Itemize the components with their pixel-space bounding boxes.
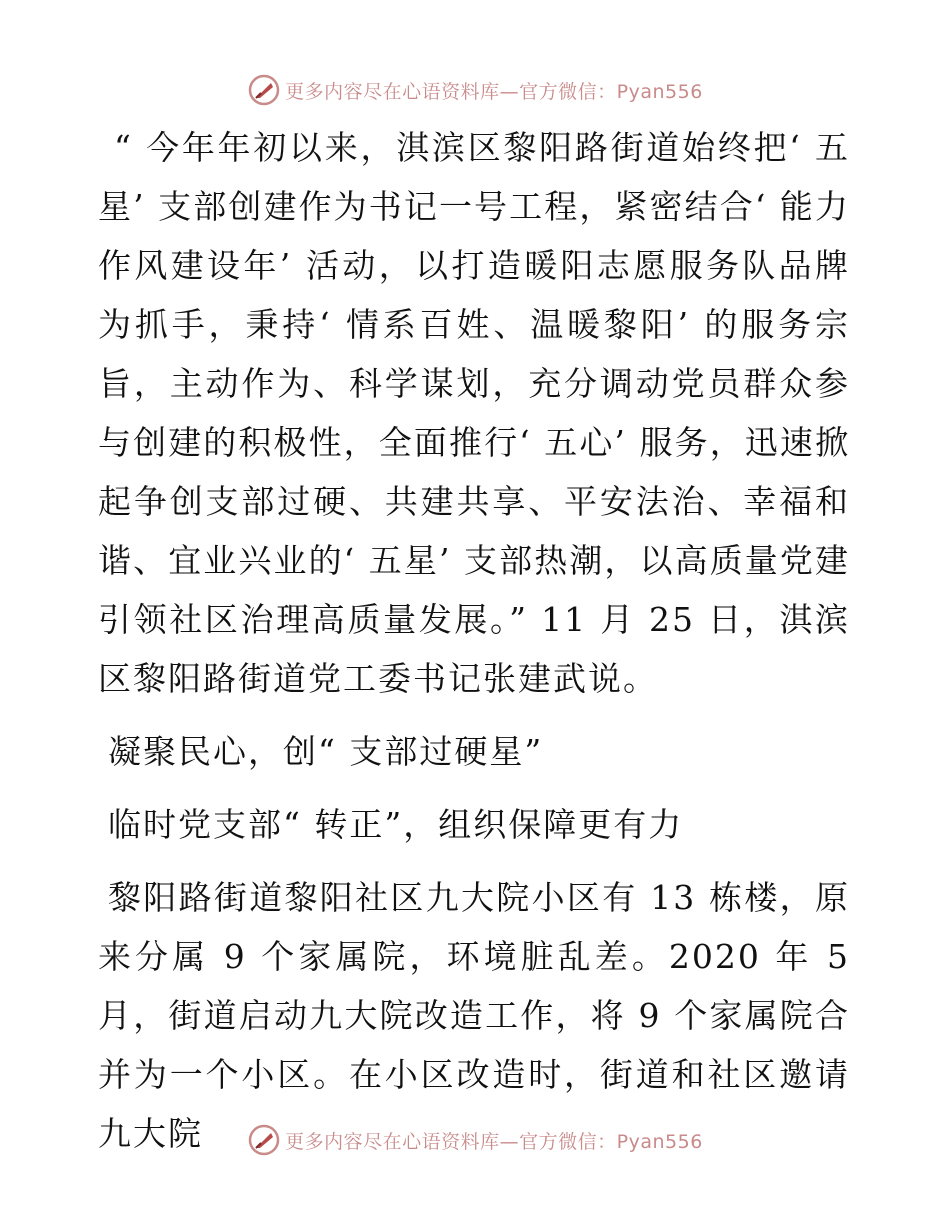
document-body xyxy=(98,118,850,1163)
watermark-text: 更多内容尽在心语资料库—官方微信：Pyan556 xyxy=(285,80,703,103)
watermark-text: 更多内容尽在心语资料库—官方微信：Pyan556 xyxy=(285,1130,703,1153)
sub-heading: 临时党支部“ 转正”，组织保障更有力 xyxy=(108,805,684,844)
feather-pen-icon xyxy=(247,73,281,107)
watermark-header xyxy=(0,70,950,110)
paragraph-body: 黎阳路街道黎阳社区九大院小区有 13 栋楼，原来分属 9 个家属院，环境脏乱差。2020 年 5月，街道启动九大院改造工作，将 9 个家属院合并为一个小区。在小区改造时，街道和社区邀请九大院 xyxy=(98,878,850,1153)
section-heading: 凝聚民心，创“ 支部过硬星” xyxy=(108,732,544,771)
watermark-footer xyxy=(0,1120,950,1160)
feather-pen-icon xyxy=(247,1123,281,1157)
paragraph-intro-quote: “ 今年年初以来，淇滨区黎阳路街道始终把‘ 五星’ 支部创建作为书记一号工程，紧密结合‘ 能力作风建设年’ 活动，以打造暖阳志愿服务队品牌为抓手，秉持‘ 情系百姓、温暖黎阳’ 的服务宗旨，主动作为、科学谋划，充分调动党员群众参与创建的积极性，全面推行‘ 五心’ 服务，迅速掀起争创支部过硬、共建共享、平安法治、幸福和谐、宜业兴业的‘ 五星’ 支部热潮，以高质量党建引领社区治理高质量发展。” 11 月 25 日，淇滨区黎阳路街道党工委书记张建武说。 xyxy=(98,128,850,698)
